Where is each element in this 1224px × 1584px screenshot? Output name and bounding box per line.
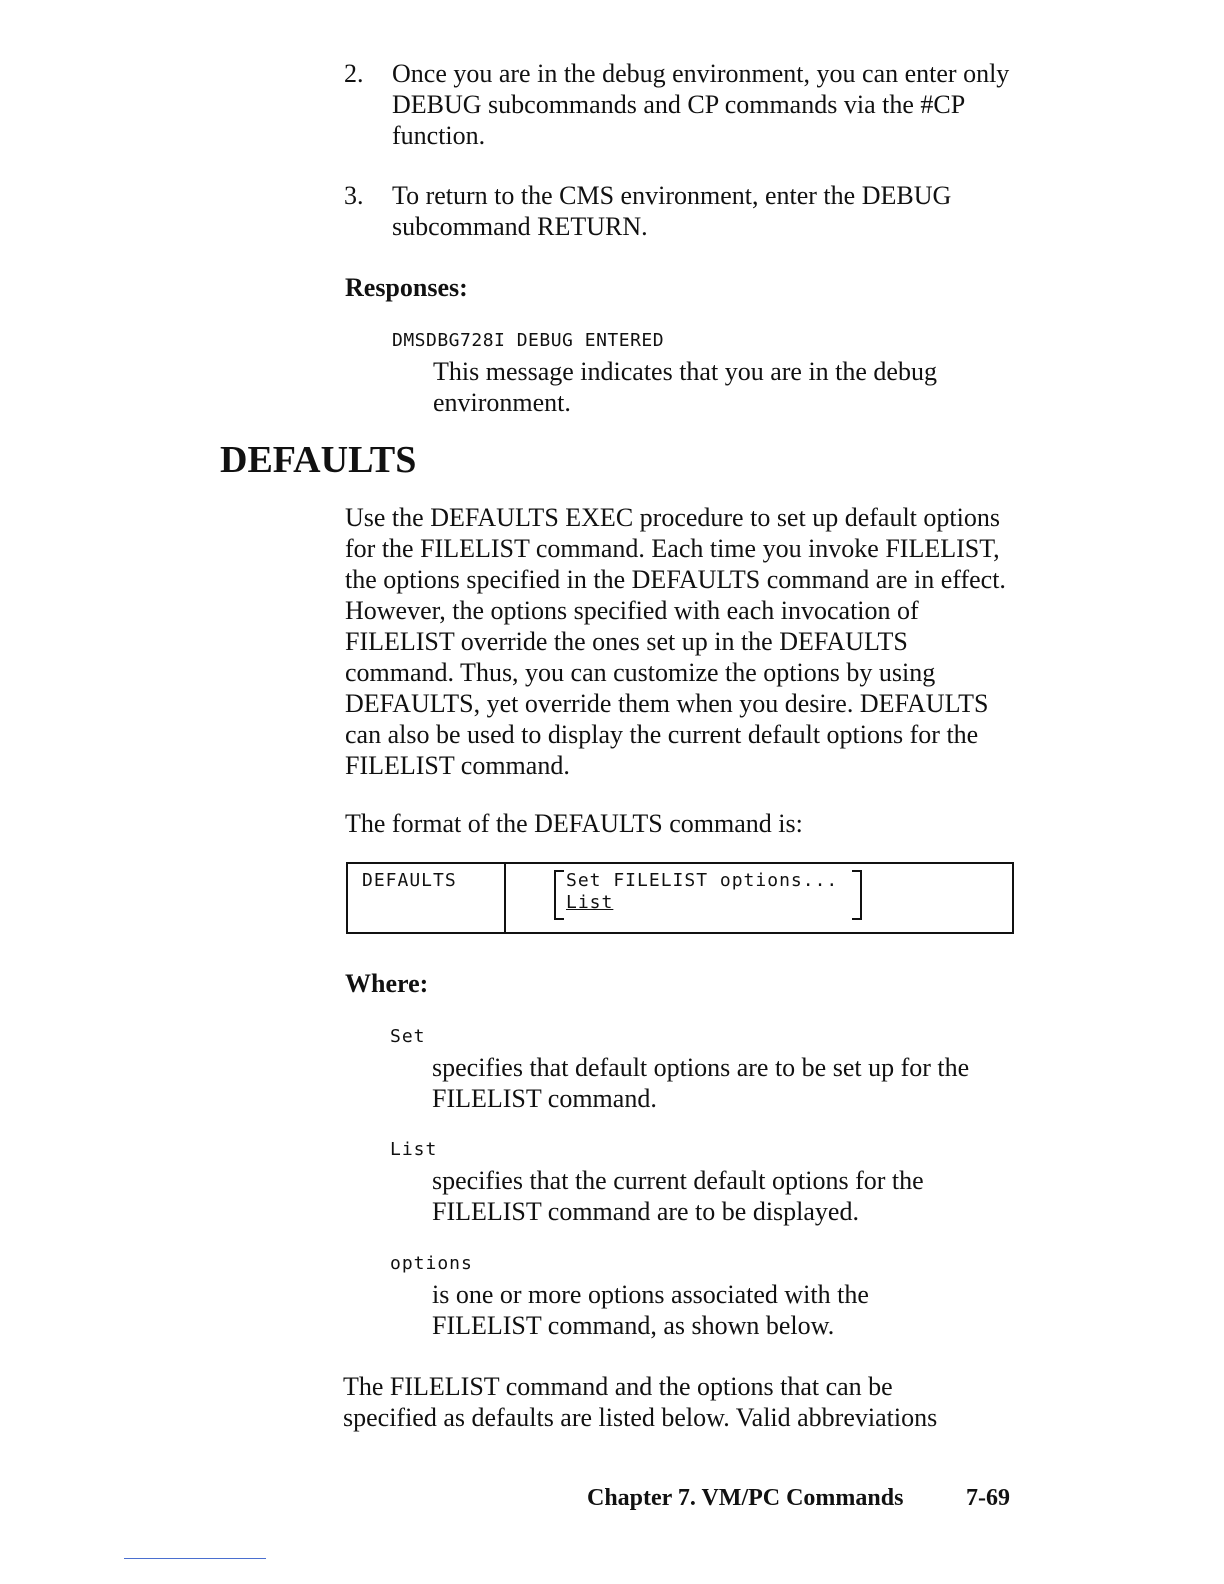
syntax-bracket-left: [554, 870, 564, 920]
step-number: 3.: [344, 181, 364, 210]
format-intro: The format of the DEFAULTS command is:: [345, 809, 803, 838]
syntax-option-set: Set FILELIST options...: [566, 870, 839, 891]
footer-rule: [124, 1558, 266, 1559]
where-heading: Where:: [345, 969, 429, 998]
where-term-desc: is one or more options associated with the FILELIST command, as shown below.: [432, 1280, 869, 1340]
step-text: Once you are in the debug environment, you can enter only DEBUG subcommands and CP commands via the #CP function.: [392, 59, 1010, 150]
syntax-bracket-right: [852, 870, 862, 920]
footer-chapter: Chapter 7. VM/PC Commands: [587, 1485, 904, 1511]
where-term: List: [390, 1139, 438, 1160]
step-number: 2.: [344, 59, 364, 88]
syntax-command: DEFAULTS: [362, 870, 457, 891]
step-text: To return to the CMS environment, enter the DEBUG subcommand RETURN.: [392, 181, 952, 241]
where-term: options: [390, 1253, 473, 1274]
response-message-desc: This message indicates that you are in the debug environment.: [433, 357, 937, 417]
closing-paragraph: The FILELIST command and the options that can be specified as defaults are listed below. Valid abbreviations: [343, 1372, 938, 1432]
section-paragraph: Use the DEFAULTS EXEC procedure to set up default options for the FILELIST command. Each time you invoke FILELIST, the options specified in the DEFAULTS command are in effect. However, the options specified with each invocation of FILELIST override the ones set up in the DEFAULTS command. Thus, you can customize the options by using DEFAULTS, yet override them when you desire. DEFAULTS can also be used to display the current default options for the FILELIST command.: [345, 503, 1006, 780]
footer-page-number: 7-69: [966, 1485, 1010, 1511]
section-title: DEFAULTS: [220, 439, 417, 481]
where-term: Set: [390, 1026, 426, 1047]
syntax-divider: [504, 864, 506, 932]
response-message-id: DMSDBG728I DEBUG ENTERED: [392, 330, 665, 351]
where-term-desc: specifies that the current default options for the FILELIST command are to be displayed.: [432, 1166, 924, 1226]
syntax-option-list: List: [566, 892, 614, 913]
syntax-box: [346, 862, 1014, 934]
where-term-desc: specifies that default options are to be set up for the FILELIST command.: [432, 1053, 970, 1113]
responses-heading: Responses:: [345, 273, 468, 302]
